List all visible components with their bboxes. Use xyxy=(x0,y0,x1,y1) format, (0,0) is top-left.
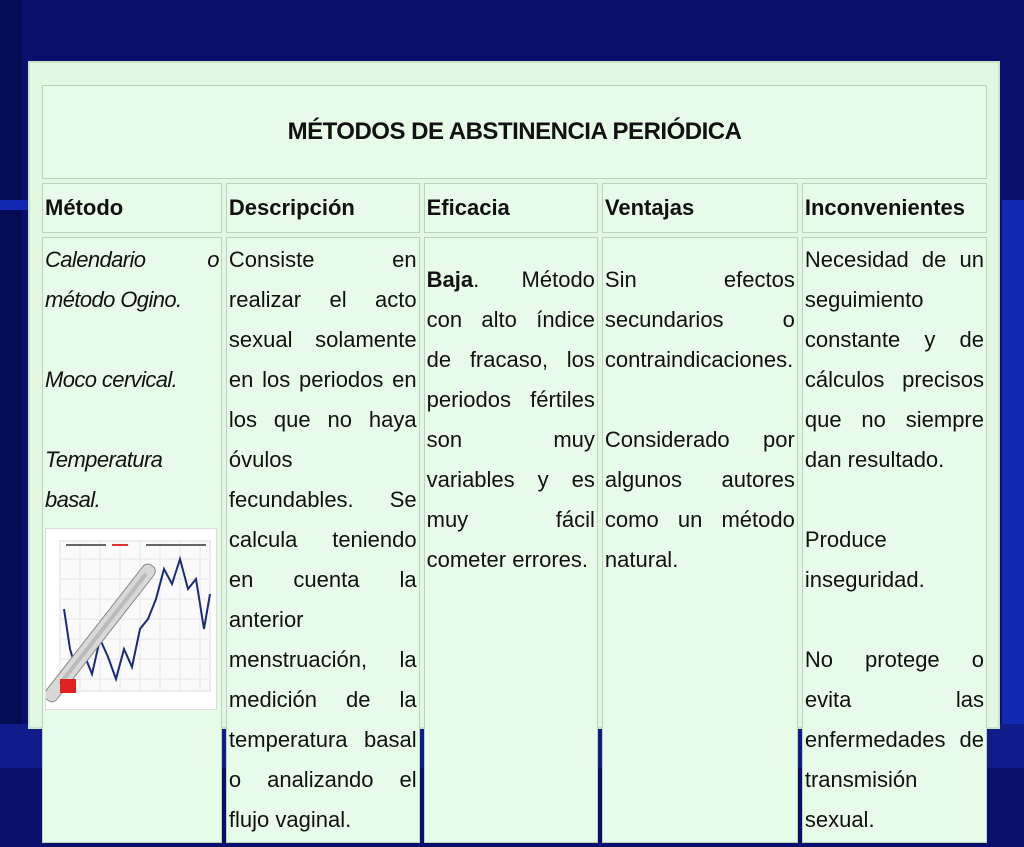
title-row xyxy=(42,85,987,179)
background-band-left xyxy=(0,200,30,210)
cell-ventajas xyxy=(602,237,798,843)
cell-descripcion: Consiste en realizar el acto sexual solamente en los periodos en los que no haya óvulos fecundables. Se calcula teniendo en cuenta la anterior menstruación, la medición de la temperatura basal o analizando el flujo vaginal. xyxy=(226,237,420,843)
ventaja-2: Considerado por algunos autores como un método natural. xyxy=(604,427,795,572)
header-descripcion: Descripción xyxy=(226,183,420,233)
header-eficacia: Eficacia xyxy=(424,183,598,233)
header-ventajas: Ventajas xyxy=(602,183,798,233)
eficacia-text: . Método con alto índice de fracaso, los periodos fértiles son muy variables y es muy fácil cometer errores. xyxy=(426,267,595,572)
background-stripe-left xyxy=(0,0,22,768)
background-band-right xyxy=(1002,200,1024,768)
header-row xyxy=(42,183,987,233)
cell-metodo xyxy=(42,237,222,843)
eficacia-level: Baja xyxy=(426,267,474,292)
header-inconvenientes: Inconvenientes xyxy=(802,183,987,233)
cell-inconvenientes xyxy=(802,237,987,843)
ventaja-1: Sin efectos secundarios o contraindicaciones. xyxy=(604,267,795,372)
methods-table xyxy=(38,81,991,847)
inconveniente-2: Produce inseguridad. xyxy=(804,527,925,592)
inconveniente-1: Necesidad de un seguimiento constante y de cálculos precisos que no siempre dan resultado. xyxy=(804,247,984,472)
method-calendario: Calendario o método Ogino. xyxy=(45,247,219,312)
thermometer-chart-icon xyxy=(45,528,217,710)
table-title: MÉTODOS DE ABSTINENCIA PERIÓDICA xyxy=(42,85,987,179)
header-metodo: Método xyxy=(42,183,222,233)
method-moco: Moco cervical. xyxy=(45,367,178,392)
inconveniente-3: No protege o evita las enfermedades de transmisión sexual. xyxy=(804,647,984,832)
body-row xyxy=(42,237,987,843)
method-temperatura: Temperatura basal. xyxy=(45,447,163,512)
slide-table-panel xyxy=(28,61,1000,832)
cell-eficacia xyxy=(424,237,598,843)
